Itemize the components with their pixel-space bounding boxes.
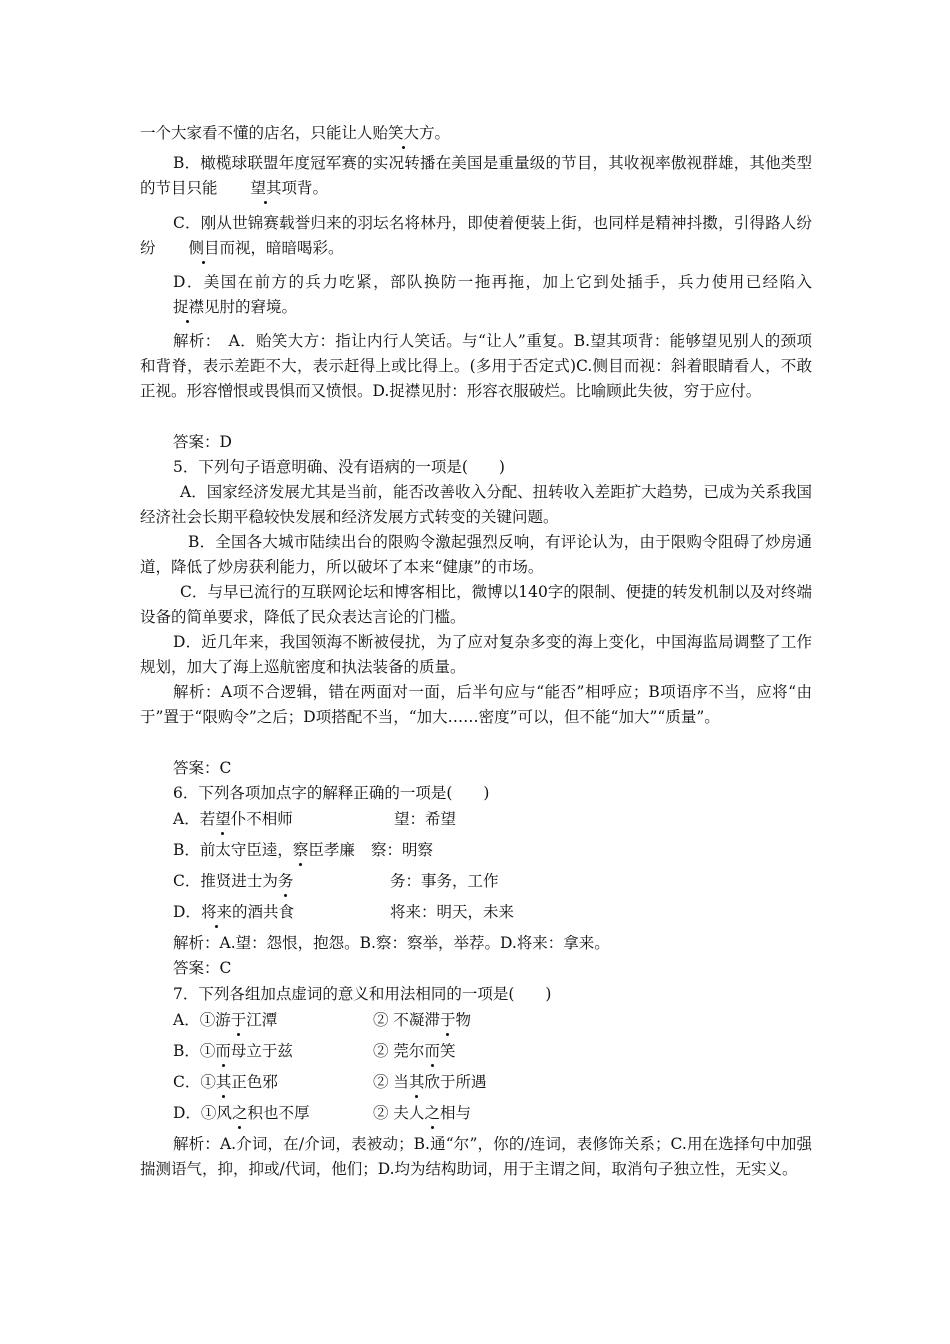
dotted-char: 而: [424, 1039, 440, 1064]
option-text: [173, 900, 294, 925]
dotted-char: 望: [215, 807, 231, 832]
text-segment: 臣孝廉: [308, 841, 355, 859]
text-segment: D．美国在前方的兵力吃紧，部队换防一拖再拖，加上它到处插手，兵力使用已经陷入: [173, 273, 812, 291]
dotted-phrase: 侧目而视: [156, 236, 251, 261]
text-segment: C．推贤进士为: [173, 872, 278, 890]
dotted-char: 察: [293, 838, 309, 863]
q6-stem: 6．下列各项加点字的解释正确的一项是( ): [173, 784, 490, 802]
text-segment: 江潭: [246, 1011, 278, 1029]
q6-answer: 答案：C: [173, 959, 232, 977]
q4-option-d: [140, 270, 812, 320]
text-segment: 一个大家看不懂的店名，只能让人: [140, 124, 373, 142]
text-segment: D．①风: [173, 1104, 232, 1122]
option-right: [373, 1101, 471, 1126]
dotted-char: 务: [278, 869, 294, 894]
q7-analysis: 解析：A.介词，在/介词，表被动；B.通“尔”，你的/连词，表修饰关系；C.用在选择句中加强揣测语气，抑，抑或/代词，他们；D.均为结构助词，用于主谓之间，取消句子独立性，无实义。: [140, 1135, 812, 1178]
dotted-char: 于: [440, 1008, 456, 1033]
q4-option-a-continuation: [140, 121, 812, 146]
q5-option-a: A．国家经济发展尤其是当前，能否改善收入分配、扭转收入差距扩大趋势，已成为关系我国经济社会长期平稳较快发展和经济发展方式转变的关键问题。: [140, 483, 812, 526]
option-text: [173, 838, 355, 863]
q5-answer: 答案：C: [173, 759, 232, 777]
q5-analysis: 解析：A项不合逻辑，错在两面对一面，后半句应与“能否”相呼应；B项语序不当，应将“由于”置于“限购令”之后；D项搭配不当，“加大……密度”可以，但不能“加大”“质量”。: [140, 683, 812, 726]
q4-option-b: [140, 151, 812, 201]
text-segment: D．: [173, 903, 201, 921]
text-segment: 的酒共食: [231, 903, 294, 921]
q5-option-c: C．与早已流行的互联网论坛和博客相比，微博以140字的限制、便捷的转发机制以及对终端设备的简单要求，降低了民众表达言论的门槛。: [140, 583, 812, 626]
dotted-char: 而: [215, 1039, 231, 1064]
text-segment: 笑: [439, 1042, 456, 1060]
text-segment: ② 当: [373, 1073, 409, 1091]
q4-answer: 答案：D: [173, 433, 232, 451]
q5-option-d: D．近几年来，我国领海不断被侵扰，为了应对复杂多变的海上变化，中国海监局调整了工作规划，加大了海上巡航密度和执法装备的质量。: [140, 633, 812, 676]
text-segment: C．①: [173, 1073, 216, 1091]
dotted-char: 其: [409, 1070, 425, 1095]
q7-stem: 7．下列各组加点虚词的意义和用法相同的一项是( ): [173, 985, 552, 1003]
dotted-phrase: 贻笑大方: [373, 121, 435, 146]
dotted-char: 之: [232, 1101, 248, 1126]
text-segment: 。: [434, 124, 451, 142]
option-gloss: 望：希望: [394, 810, 457, 828]
q6-analysis: 解析：A.望：怨恨，抱怨。B.察：察举，举荐。D.将来：拿来。: [173, 934, 610, 952]
option-left: [173, 1101, 309, 1126]
option-text: [173, 869, 293, 894]
option-gloss: 将来：明天，未来: [390, 903, 515, 921]
option-right: [373, 1070, 486, 1095]
text-segment: A．若: [173, 810, 216, 828]
text-segment: 正色邪: [231, 1073, 278, 1091]
q5-option-b: B．全国各大城市陆续出台的限购令激起强烈反响，有评论认为，由于限购令阻碍了炒房通道，降低了炒房获利能力，所以破坏了本来“健康”的市场。: [140, 533, 812, 576]
text-segment: B．前太守臣逵，: [173, 841, 293, 859]
text-segment: C．刚从世锦赛载誉归来的羽坛名将林丹，即使着便装上街，也同样是精神抖擞，引得路人纷纷: [140, 214, 812, 257]
option-gloss: 务：事务，工作: [390, 872, 499, 890]
text-segment: 。: [312, 179, 329, 197]
option-left: [173, 1039, 293, 1064]
text-segment: 积也不厚: [247, 1104, 310, 1122]
text-segment: 相与: [439, 1104, 471, 1122]
q4-analysis: 解析： A．贻笑大方：指让内行人笑话。与“让人”重复。B.望其项背：能够望见别人的颈项和背脊，表示差距不大，表示赶得上或比得上。(多用于否定式)C.侧目而视：斜着眼睛看人，不敢正视。形容憎恨或畏惧而又愤恨。D.捉襟见肘：形容衣服破烂。比喻顾此失彼，穷于应付。: [140, 332, 812, 400]
option-left: [173, 1008, 277, 1033]
dotted-phrase: 捉襟见肘: [140, 295, 235, 320]
option-gloss: 察：明察: [371, 841, 434, 859]
text-segment: 仆不相师: [230, 810, 293, 828]
text-segment: A．①游: [173, 1011, 231, 1029]
dotted-char: 将来: [201, 900, 232, 925]
text-segment: 的窘境。: [235, 298, 298, 316]
text-segment: ② 不凝滞: [373, 1011, 440, 1029]
dotted-char: 之: [424, 1101, 440, 1126]
text-segment: B．①: [173, 1042, 216, 1060]
option-text: [173, 807, 293, 832]
dotted-phrase: 望其项背: [218, 176, 313, 201]
dotted-char: 于: [231, 1008, 247, 1033]
text-segment: ，暗暗喝彩。: [250, 239, 344, 257]
text-segment: ② 夫人: [373, 1104, 425, 1122]
option-right: [373, 1008, 471, 1033]
q4-option-c: [140, 211, 812, 261]
dotted-char: 其: [216, 1070, 232, 1095]
text-segment: B．橄榄球联盟年度冠军赛的实况转播在美国是重量级的节目，其收视率傲视群雄，其他类型的节目只能: [140, 154, 812, 197]
option-right: [373, 1039, 455, 1064]
text-segment: 母立于兹: [230, 1042, 293, 1060]
text-segment: ② 莞尔: [373, 1042, 425, 1060]
q5-stem: 5．下列句子语意明确、没有语病的一项是( ): [173, 458, 505, 476]
option-left: [173, 1070, 278, 1095]
text-segment: 物: [455, 1011, 471, 1029]
text-segment: 欣于所遇: [424, 1073, 487, 1091]
